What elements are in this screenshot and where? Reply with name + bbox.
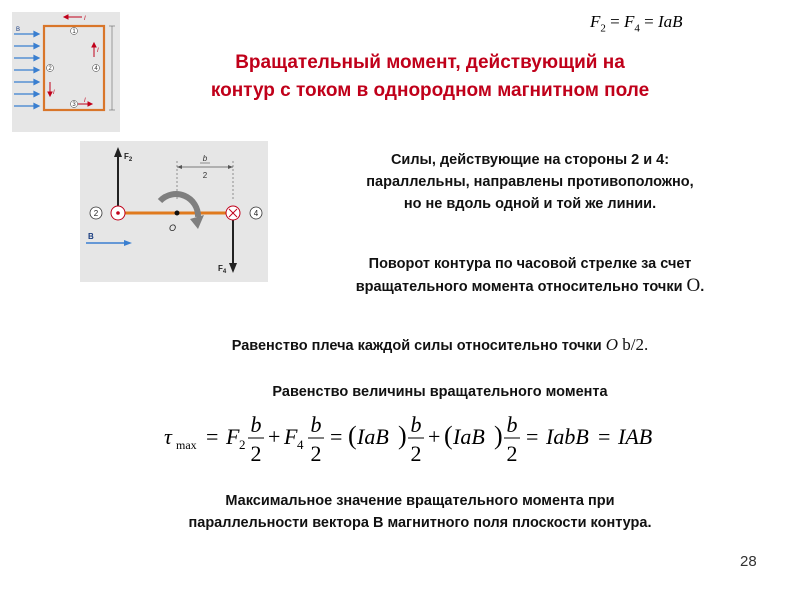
torque-equation: [160, 408, 680, 473]
svg-text:+: +: [268, 424, 281, 449]
svg-text:): ): [398, 421, 407, 450]
svg-text:I: I: [97, 48, 99, 54]
title-line-2: контур с током в однородном магнитном поле: [210, 80, 650, 101]
title-line-1: Вращательный момент, действующий на: [235, 52, 625, 73]
svg-text:IaB: IaB: [357, 424, 389, 449]
svg-text:max: max: [176, 438, 197, 452]
point-o-label: O: [169, 223, 177, 233]
torque-equation-svg: [160, 408, 680, 468]
side-label-2: 2: [93, 209, 99, 218]
loop-figure: [12, 12, 120, 132]
svg-text:2: 2: [239, 437, 246, 452]
svg-text:IabB: IabB: [546, 424, 589, 449]
side-number-4: 4: [94, 66, 98, 72]
rotation-description: Поворот контура по часовой стрелке за счет вращательного момента относительно точки O.: [355, 256, 705, 296]
svg-text:2: 2: [410, 441, 422, 466]
page-number: 28: [740, 553, 757, 570]
svg-text:=: =: [206, 424, 219, 449]
svg-text:2: 2: [202, 171, 208, 180]
torque-figure-svg: [80, 141, 268, 282]
torque-equality-statement: Равенство величины вращательного момента: [272, 384, 608, 400]
svg-text:F: F: [284, 424, 298, 449]
svg-text:F: F: [226, 424, 240, 449]
header-formula: $F_2 = F_4$ = IaB: [590, 12, 683, 35]
lever-arm-statement: Равенство плеча каждой силы относительно точки O b/2.: [231, 335, 649, 354]
svg-text:I: I: [53, 90, 55, 96]
svg-text:b: b: [410, 412, 422, 437]
svg-text:(: (: [348, 421, 357, 450]
svg-text:2: 2: [250, 441, 262, 466]
force-f4-label: $F_4$: [218, 264, 227, 275]
svg-text:=: =: [526, 424, 539, 449]
forces-description: Силы, действующие на стороны 2 и 4: параллельны, направлены противоположно, но не вдоль одной и той же линии.: [366, 152, 694, 212]
svg-text:+: +: [428, 424, 441, 449]
svg-text:b: b: [506, 412, 518, 437]
svg-text:2: 2: [310, 441, 322, 466]
side-number-2: 2: [48, 66, 52, 72]
svg-text:τ: τ: [164, 424, 172, 449]
svg-text:4: 4: [297, 437, 304, 452]
svg-text:(: (: [444, 421, 453, 450]
svg-text:=: =: [330, 424, 343, 449]
b-field-label: B: [88, 232, 94, 241]
max-torque-statement: Максимальное значение вращательного момента при параллельности вектора В магнитного поля плоскости контура.: [188, 493, 652, 531]
side-number-1: 1: [72, 29, 76, 35]
point-o: [175, 211, 180, 216]
loop-figure-svg: [12, 12, 120, 132]
svg-text:I: I: [84, 98, 86, 104]
slide-title: [140, 49, 720, 105]
svg-text:IAB: IAB: [618, 424, 653, 449]
field-label: B: [16, 27, 21, 33]
svg-text:I: I: [84, 16, 86, 22]
svg-text:b: b: [310, 412, 322, 437]
force-f2-label: $F_2$: [124, 152, 133, 163]
side-label-4: 4: [253, 209, 259, 218]
svg-text:b: b: [202, 154, 208, 163]
svg-text:=: =: [598, 424, 611, 449]
svg-text:b: b: [250, 412, 262, 437]
torque-figure: [80, 141, 268, 282]
svg-text:2: 2: [506, 441, 518, 466]
side-number-3: 3: [72, 102, 76, 108]
svg-text:): ): [494, 421, 503, 450]
svg-text:IaB: IaB: [453, 424, 485, 449]
field-lines: [14, 32, 39, 109]
